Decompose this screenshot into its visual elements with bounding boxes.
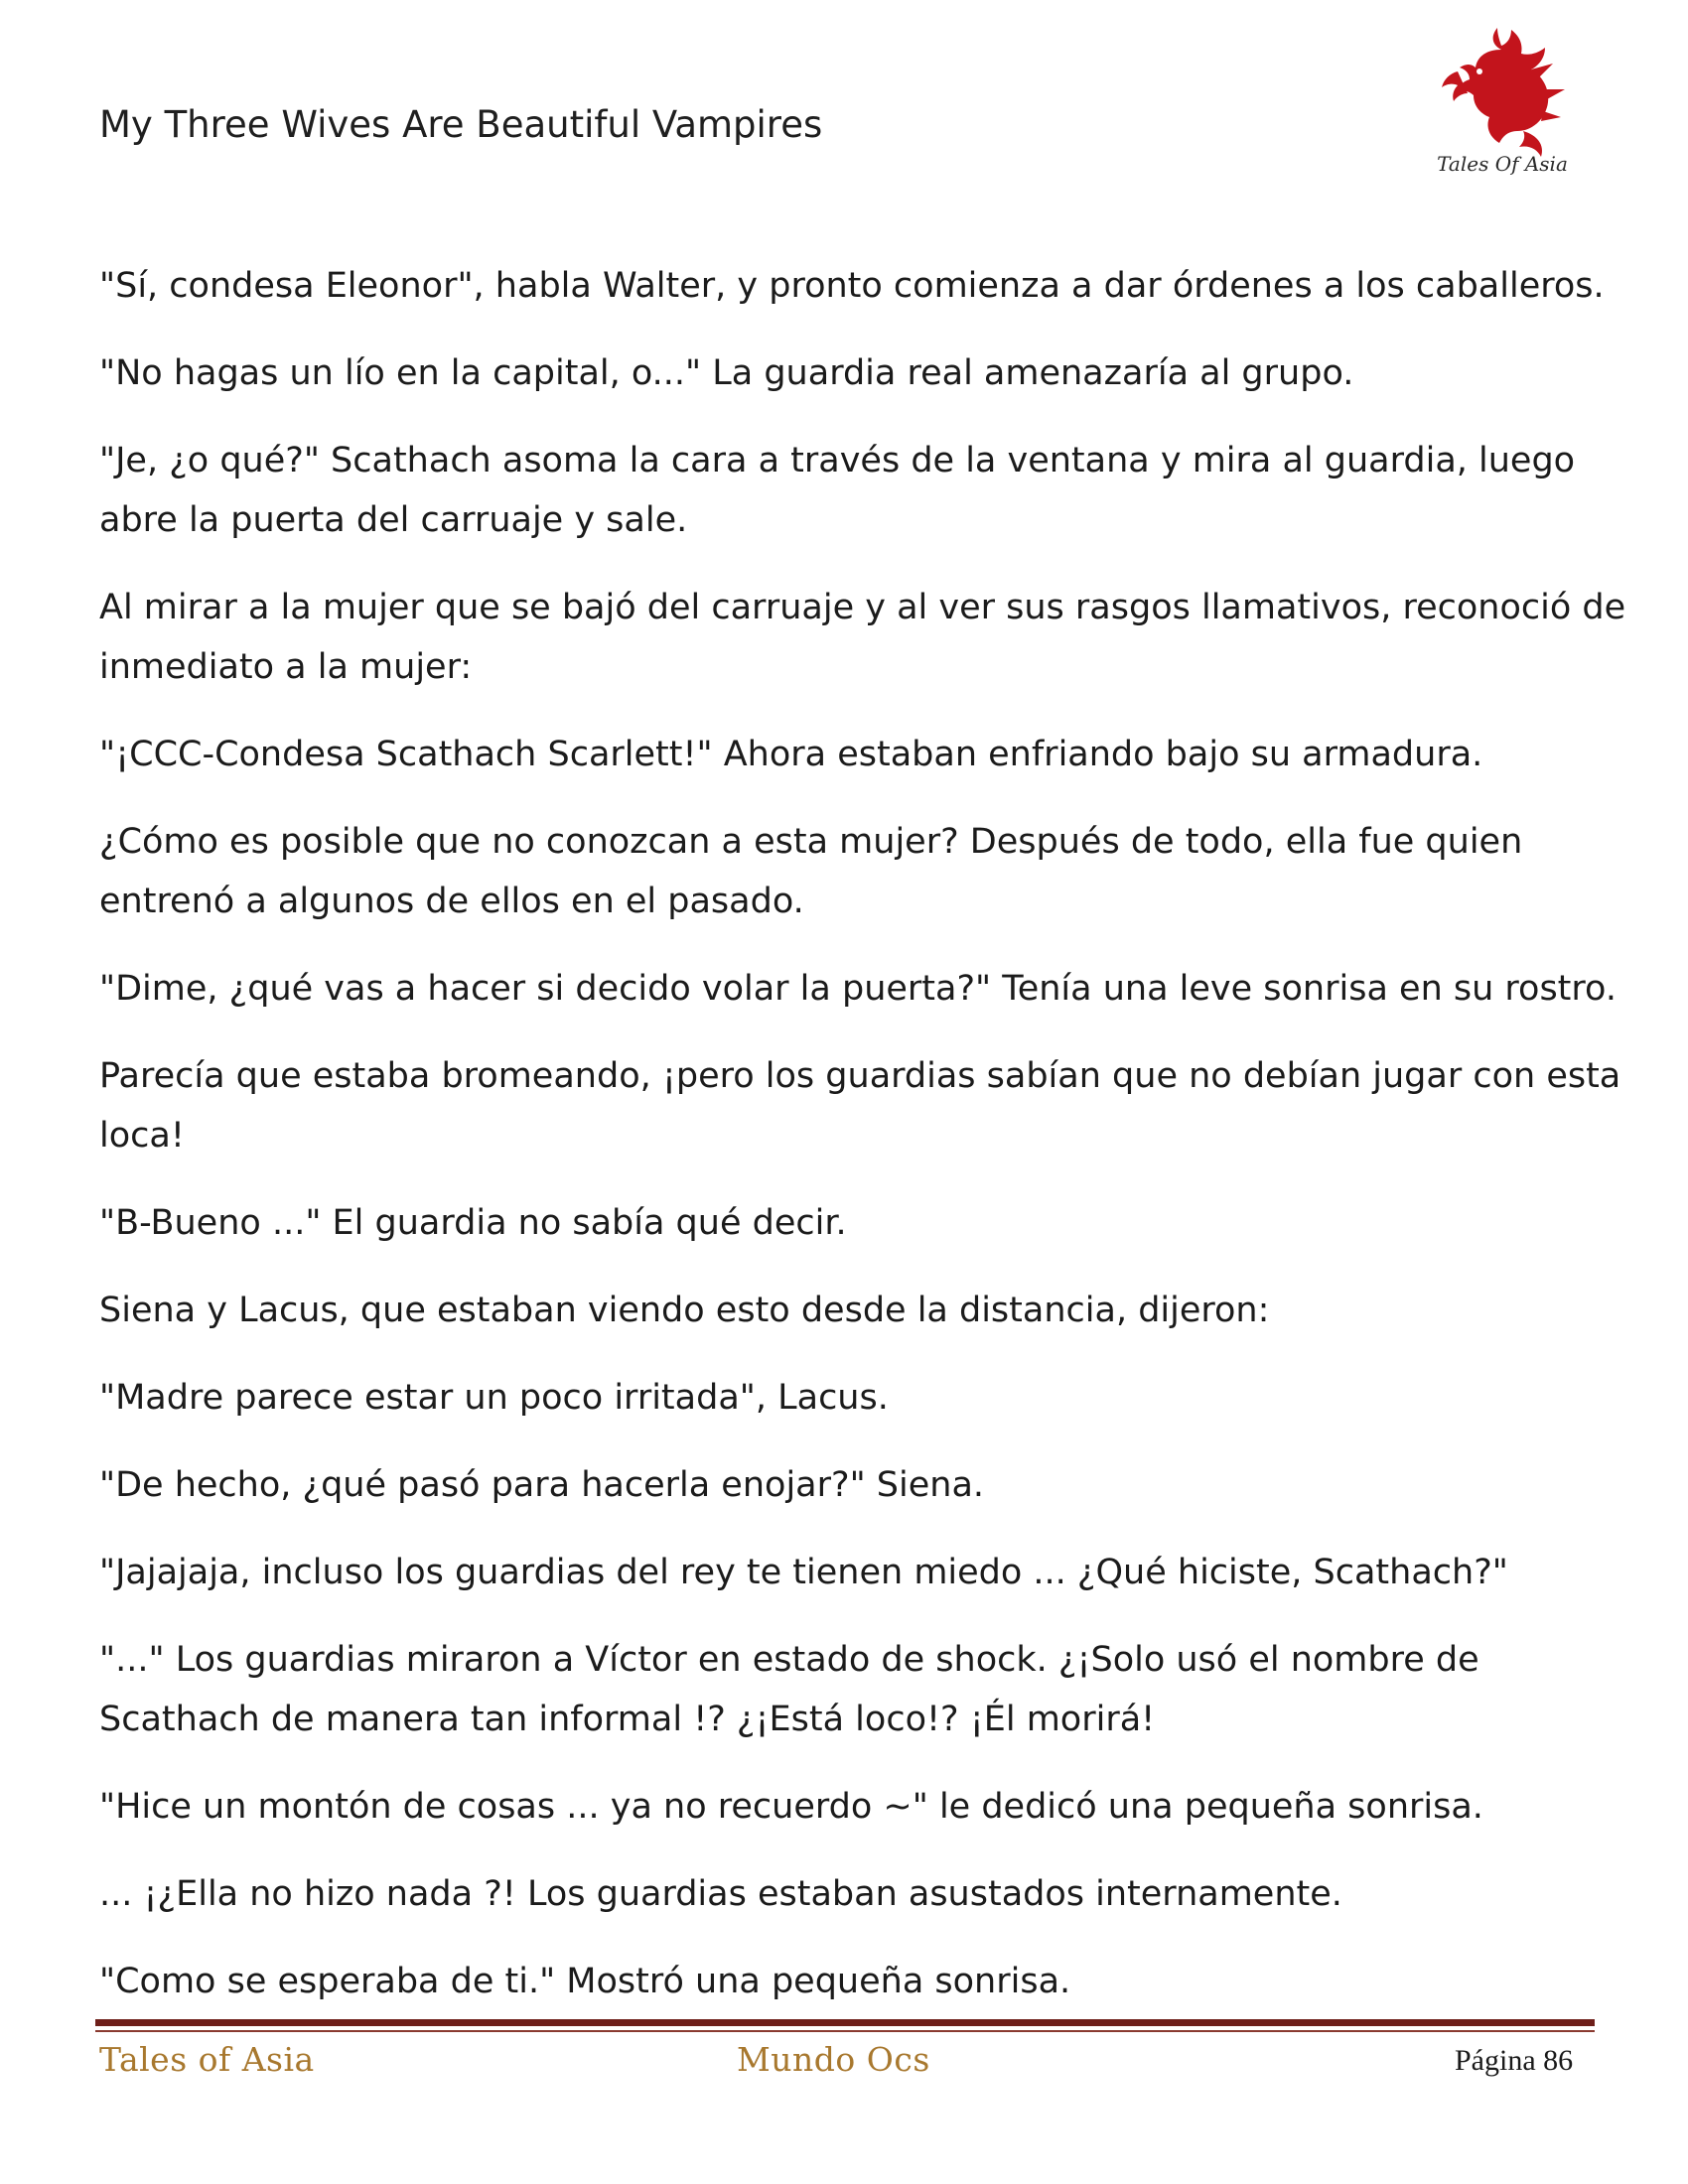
paragraph: "Sí, condesa Eleonor", habla Walter, y pronto comienza a dar órdenes a los caballeros. (99, 266, 1605, 306)
paragraph: "¡CCC-Condesa Scathach Scarlett!" Ahora estaban enfriando bajo su armadura. (99, 735, 1483, 774)
page-number: Página 86 (1455, 2044, 1574, 2077)
paragraph: "Madre parece estar un poco irritada", Lacus. (99, 1378, 889, 1418)
paragraph: ¿Cómo es posible que no conozcan a esta mujer? Después de todo, ella fue quien entrenó a algunos de ellos en el pasado. (99, 822, 1523, 921)
logo-text: Tales Of Asia (1437, 152, 1568, 176)
paragraph: "Como se esperaba de ti." Mostró una pequeña sonrisa. (99, 1962, 1071, 2001)
paragraph: Parecía que estaba bromeando, ¡pero los guardias sabían que no debían jugar con esta loca! (99, 1056, 1621, 1156)
paragraph: "Jajajaja, incluso los guardias del rey te tienen miedo ... ¿Qué hiciste, Scathach?" (99, 1553, 1508, 1592)
document-title: My Three Wives Are Beautiful Vampires (99, 103, 823, 146)
footer-divider (95, 2019, 1595, 2026)
paragraph: "No hagas un lío en la capital, o..." La guardia real amenazaría al grupo. (99, 353, 1354, 393)
paragraph: ... ¡¿Ella no hizo nada ?! Los guardias estaban asustados internamente. (99, 1874, 1342, 1914)
footer-divider-thin (95, 2030, 1595, 2032)
paragraph: "B-Bueno ..." El guardia no sabía qué decir. (99, 1203, 847, 1243)
paragraph: "Dime, ¿qué vas a hacer si decido volar la puerta?" Tenía una leve sonrisa en su rostro. (99, 969, 1617, 1009)
paragraph: Siena y Lacus, que estaban viendo esto desde la distancia, dijeron: (99, 1291, 1270, 1330)
footer-section-name: Mundo Ocs (737, 2040, 930, 2079)
chapter-body (99, 256, 1626, 2039)
paragraph: "Hice un montón de cosas ... ya no recuerdo ~" le dedicó una pequeña sonrisa. (99, 1787, 1483, 1827)
paragraph: "De hecho, ¿qué pasó para hacerla enojar?" Siena. (99, 1465, 985, 1505)
footer-site-name: Tales of Asia (99, 2040, 315, 2079)
paragraph: Al mirar a la mujer que se bajó del carruaje y al ver sus rasgos llamativos, reconoció de inmediato a la mujer: (99, 588, 1626, 687)
paragraph: "Je, ¿o qué?" Scathach asoma la cara a través de la ventana y mira al guardia, luego abre la puerta del carruaje y sale. (99, 441, 1576, 540)
paragraph: "..." Los guardias miraron a Víctor en estado de shock. ¿¡Solo usó el nombre de Scathach de manera tan informal !? ¿¡Está loco!? ¡Él morirá! (99, 1640, 1479, 1739)
